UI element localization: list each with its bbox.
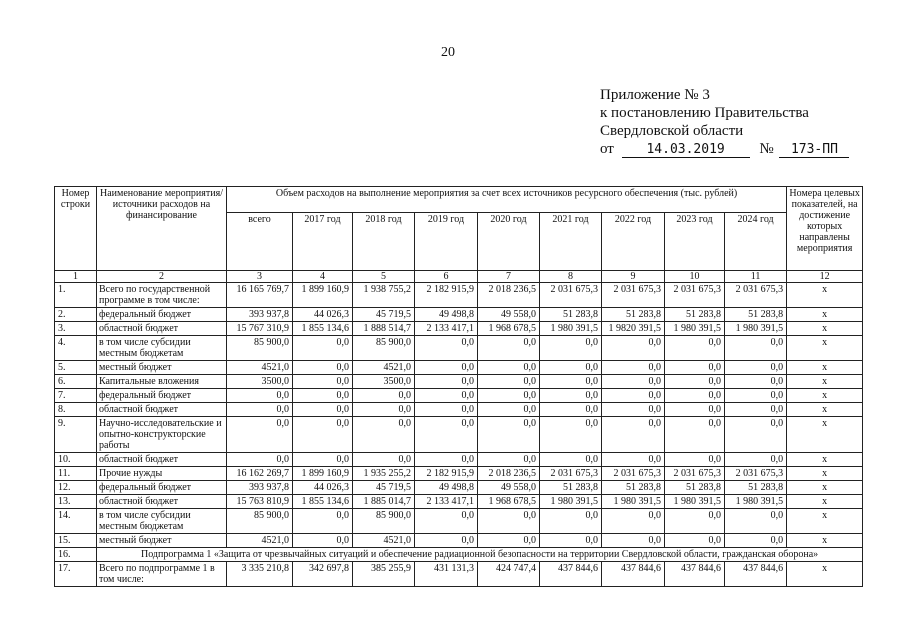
row-indicator: х [787,534,863,548]
approval-line-2: к постановлению Правительства [600,105,809,121]
row-value: 0,0 [665,534,725,548]
row-value: 0,0 [478,375,540,389]
approval-date: 14.03.2019 [622,142,750,158]
column-number: 12 [787,271,863,283]
header-year: 2019 год [415,213,478,271]
row-value: 0,0 [602,375,665,389]
row-name: Прочие нужды [97,467,227,481]
row-value: 0,0 [665,389,725,403]
row-value: 0,0 [725,336,787,361]
row-number: 3. [55,322,97,336]
header-year: 2021 год [540,213,602,271]
table-row [55,534,863,548]
row-value: 0,0 [415,336,478,361]
row-value: 0,0 [725,417,787,453]
row-value: 51 283,8 [665,308,725,322]
row-value: 44 026,3 [293,308,353,322]
row-number: 5. [55,361,97,375]
column-number: 11 [725,271,787,283]
row-name: областной бюджет [97,403,227,417]
column-number: 7 [478,271,540,283]
row-value: 49 498,8 [415,481,478,495]
row-value: 0,0 [415,534,478,548]
header-year: 2024 год [725,213,787,271]
row-value: 1 855 134,6 [293,495,353,509]
row-value: 51 283,8 [540,308,602,322]
row-value: 1 980 391,5 [602,495,665,509]
row-value: 4521,0 [227,534,293,548]
row-value: 0,0 [415,361,478,375]
header-volume: Объем расходов на выполнение мероприятия за счет всех источников ресурсного обеспечения (тыс. рублей) [227,187,787,213]
row-value: 0,0 [478,509,540,534]
row-value: 2 031 675,3 [602,467,665,481]
row-value: 437 844,6 [540,562,602,587]
table-row [55,322,863,336]
row-value: 0,0 [227,389,293,403]
row-value: 1 968 678,5 [478,322,540,336]
row-value: 0,0 [602,403,665,417]
row-value: 51 283,8 [540,481,602,495]
row-name: областной бюджет [97,453,227,467]
row-value: 51 283,8 [602,481,665,495]
row-value: 0,0 [353,403,415,417]
row-value: 1 980 391,5 [725,322,787,336]
row-value: 0,0 [602,389,665,403]
row-value: 0,0 [353,417,415,453]
row-value: 342 697,8 [293,562,353,587]
row-value: 45 719,5 [353,308,415,322]
row-value: 1 980 391,5 [665,322,725,336]
row-value: 0,0 [415,375,478,389]
row-indicator: х [787,389,863,403]
row-number: 17. [55,562,97,587]
row-value: 2 031 675,3 [602,283,665,308]
row-value: 4521,0 [353,534,415,548]
column-number: 9 [602,271,665,283]
row-value: 2 133 417,1 [415,495,478,509]
row-value: 2 018 236,5 [478,283,540,308]
row-value: 49 558,0 [478,308,540,322]
row-value: 4521,0 [227,361,293,375]
row-name: местный бюджет [97,361,227,375]
row-value: 0,0 [665,336,725,361]
row-value: 1 9820 391,5 [602,322,665,336]
table-row [55,375,863,389]
table-row [55,361,863,375]
row-value: 1 899 160,9 [293,467,353,481]
row-name: в том числе субсидии местным бюджетам [97,336,227,361]
column-number: 5 [353,271,415,283]
row-number: 2. [55,308,97,322]
row-value: 0,0 [540,417,602,453]
table-row [55,308,863,322]
row-value: 15 763 810,9 [227,495,293,509]
row-name: в том числе субсидии местным бюджетам [97,509,227,534]
row-number: 15. [55,534,97,548]
row-number: 14. [55,509,97,534]
expenses-table [54,186,863,587]
row-value: 1 938 755,2 [353,283,415,308]
row-value: 1 980 391,5 [540,322,602,336]
row-value: 0,0 [665,361,725,375]
row-value: 393 937,8 [227,308,293,322]
row-value: 0,0 [293,375,353,389]
header-row-number: Номер строки [55,187,97,271]
row-value: 0,0 [293,417,353,453]
table-row [55,495,863,509]
row-name: федеральный бюджет [97,481,227,495]
row-indicator: х [787,308,863,322]
row-value: 0,0 [540,375,602,389]
row-value: 1 885 014,7 [353,495,415,509]
row-value: 0,0 [725,375,787,389]
row-value: 0,0 [602,509,665,534]
row-value: 45 719,5 [353,481,415,495]
table-row [55,481,863,495]
row-value: 2 031 675,3 [540,467,602,481]
row-number: 13. [55,495,97,509]
row-value: 0,0 [415,509,478,534]
header-year: 2017 год [293,213,353,271]
row-value: 0,0 [415,389,478,403]
row-value: 2 031 675,3 [725,467,787,481]
row-value: 0,0 [540,361,602,375]
row-value: 2 031 675,3 [725,283,787,308]
row-value: 0,0 [478,403,540,417]
table-row [55,562,863,587]
row-value: 0,0 [415,403,478,417]
row-indicator: х [787,481,863,495]
row-value: 0,0 [478,417,540,453]
row-name: федеральный бюджет [97,308,227,322]
row-value: 85 900,0 [227,336,293,361]
row-value: 0,0 [725,361,787,375]
row-value: 0,0 [227,403,293,417]
row-value: 0,0 [725,453,787,467]
row-number: 12. [55,481,97,495]
approval-number: 173-ПП [779,142,849,158]
column-number: 6 [415,271,478,283]
table-row [55,509,863,534]
table-row [55,336,863,361]
row-value: 3500,0 [227,375,293,389]
approval-line-1: Приложение № 3 [600,87,710,103]
column-number: 1 [55,271,97,283]
row-value: 4521,0 [353,361,415,375]
row-value: 437 844,6 [725,562,787,587]
row-value: 1 855 134,6 [293,322,353,336]
header-year: 2018 год [353,213,415,271]
row-value: 51 283,8 [725,481,787,495]
column-number: 4 [293,271,353,283]
row-value: 49 558,0 [478,481,540,495]
row-value: 49 498,8 [415,308,478,322]
column-number: 10 [665,271,725,283]
row-value: 0,0 [415,453,478,467]
row-value: 0,0 [353,389,415,403]
row-value: 0,0 [293,534,353,548]
row-number: 6. [55,375,97,389]
row-value: 16 162 269,7 [227,467,293,481]
row-value: 0,0 [540,389,602,403]
row-indicator: х [787,467,863,481]
row-value: 2 031 675,3 [665,467,725,481]
row-number: 11. [55,467,97,481]
row-value: 0,0 [540,453,602,467]
row-value: 0,0 [227,417,293,453]
row-indicator: х [787,322,863,336]
column-numbers-row [55,271,863,283]
row-value: 0,0 [665,417,725,453]
row-value: 0,0 [478,361,540,375]
row-value: 0,0 [540,534,602,548]
approval-line-3: Свердловской области [600,123,744,139]
row-number: 9. [55,417,97,453]
row-value: 16 165 769,7 [227,283,293,308]
approval-date-line [600,140,849,158]
row-value: 2 182 915,9 [415,283,478,308]
row-value: 1 980 391,5 [665,495,725,509]
header-year: 2022 год [602,213,665,271]
subprogram-row [55,548,863,562]
row-value: 2 182 915,9 [415,467,478,481]
subprogram-title: Подпрограмма 1 «Защита от чрезвычайных ситуаций и обеспечение радиационной безопасности на территории Свердловской области, гражданская оборона» [97,548,863,562]
row-value: 0,0 [353,453,415,467]
row-name: местный бюджет [97,534,227,548]
row-value: 0,0 [725,534,787,548]
row-number: 16. [55,548,97,562]
row-indicator: х [787,283,863,308]
table-row [55,283,863,308]
row-value: 2 031 675,3 [665,283,725,308]
row-value: 0,0 [540,403,602,417]
row-indicator: х [787,562,863,587]
column-number: 3 [227,271,293,283]
table-row [55,453,863,467]
row-number: 10. [55,453,97,467]
header-indicators: Номера целевых показателей, на достижение которых направлены мероприятия [787,187,863,271]
row-value: 0,0 [478,389,540,403]
row-value: 0,0 [293,336,353,361]
row-value: 437 844,6 [665,562,725,587]
row-value: 393 937,8 [227,481,293,495]
row-value: 2 133 417,1 [415,322,478,336]
page-number: 20 [441,45,455,60]
row-name: областной бюджет [97,495,227,509]
row-value: 51 283,8 [665,481,725,495]
row-indicator: х [787,403,863,417]
approval-block [600,86,849,158]
row-number: 8. [55,403,97,417]
row-value: 2 018 236,5 [478,467,540,481]
row-indicator: х [787,417,863,453]
row-value: 0,0 [665,509,725,534]
column-number: 8 [540,271,602,283]
from-label: от [600,141,614,157]
table-row [55,389,863,403]
row-value: 0,0 [725,389,787,403]
row-value: 0,0 [478,534,540,548]
row-value: 437 844,6 [602,562,665,587]
row-value: 2 031 675,3 [540,283,602,308]
row-value: 0,0 [602,534,665,548]
row-value: 0,0 [478,336,540,361]
row-value: 0,0 [725,509,787,534]
row-name: Всего по подпрограмме 1 в том числе: [97,562,227,587]
row-indicator: х [787,375,863,389]
column-number: 2 [97,271,227,283]
row-indicator: х [787,453,863,467]
row-indicator: х [787,509,863,534]
row-value: 0,0 [665,375,725,389]
row-value: 0,0 [602,453,665,467]
row-value: 0,0 [540,509,602,534]
row-value: 3500,0 [353,375,415,389]
row-value: 0,0 [602,361,665,375]
row-number: 4. [55,336,97,361]
table-row [55,403,863,417]
row-name: Всего по государственной программе в том числе: [97,283,227,308]
row-value: 385 255,9 [353,562,415,587]
row-value: 0,0 [293,453,353,467]
row-value: 0,0 [293,389,353,403]
row-indicator: х [787,495,863,509]
row-number: 1. [55,283,97,308]
row-name: областной бюджет [97,322,227,336]
row-indicator: х [787,361,863,375]
row-value: 1 935 255,2 [353,467,415,481]
number-label: № [759,141,774,157]
row-value: 0,0 [725,403,787,417]
row-value: 0,0 [293,361,353,375]
header-name: Наименование мероприятия/источники расходов на финансирование [97,187,227,271]
table-row [55,417,863,453]
row-value: 3 335 210,8 [227,562,293,587]
row-value: 0,0 [602,417,665,453]
row-value: 0,0 [602,336,665,361]
row-name: федеральный бюджет [97,389,227,403]
row-value: 85 900,0 [353,509,415,534]
row-value: 424 747,4 [478,562,540,587]
row-value: 1 899 160,9 [293,283,353,308]
row-value: 44 026,3 [293,481,353,495]
row-value: 0,0 [665,403,725,417]
row-number: 7. [55,389,97,403]
row-value: 1 888 514,7 [353,322,415,336]
row-indicator: х [787,336,863,361]
row-value: 51 283,8 [725,308,787,322]
header-total: всего [227,213,293,271]
header-year: 2023 год [665,213,725,271]
row-value: 0,0 [665,453,725,467]
row-value: 85 900,0 [227,509,293,534]
row-name: Научно-исследовательские и опытно-конструкторские работы [97,417,227,453]
table-row [55,467,863,481]
row-value: 0,0 [293,403,353,417]
row-value: 1 980 391,5 [725,495,787,509]
row-value: 15 767 310,9 [227,322,293,336]
header-year: 2020 год [478,213,540,271]
row-name: Капитальные вложения [97,375,227,389]
row-value: 51 283,8 [602,308,665,322]
row-value: 431 131,3 [415,562,478,587]
row-value: 0,0 [415,417,478,453]
row-value: 85 900,0 [353,336,415,361]
row-value: 0,0 [293,509,353,534]
row-value: 0,0 [540,336,602,361]
row-value: 1 980 391,5 [540,495,602,509]
row-value: 0,0 [227,453,293,467]
row-value: 1 968 678,5 [478,495,540,509]
row-value: 0,0 [478,453,540,467]
